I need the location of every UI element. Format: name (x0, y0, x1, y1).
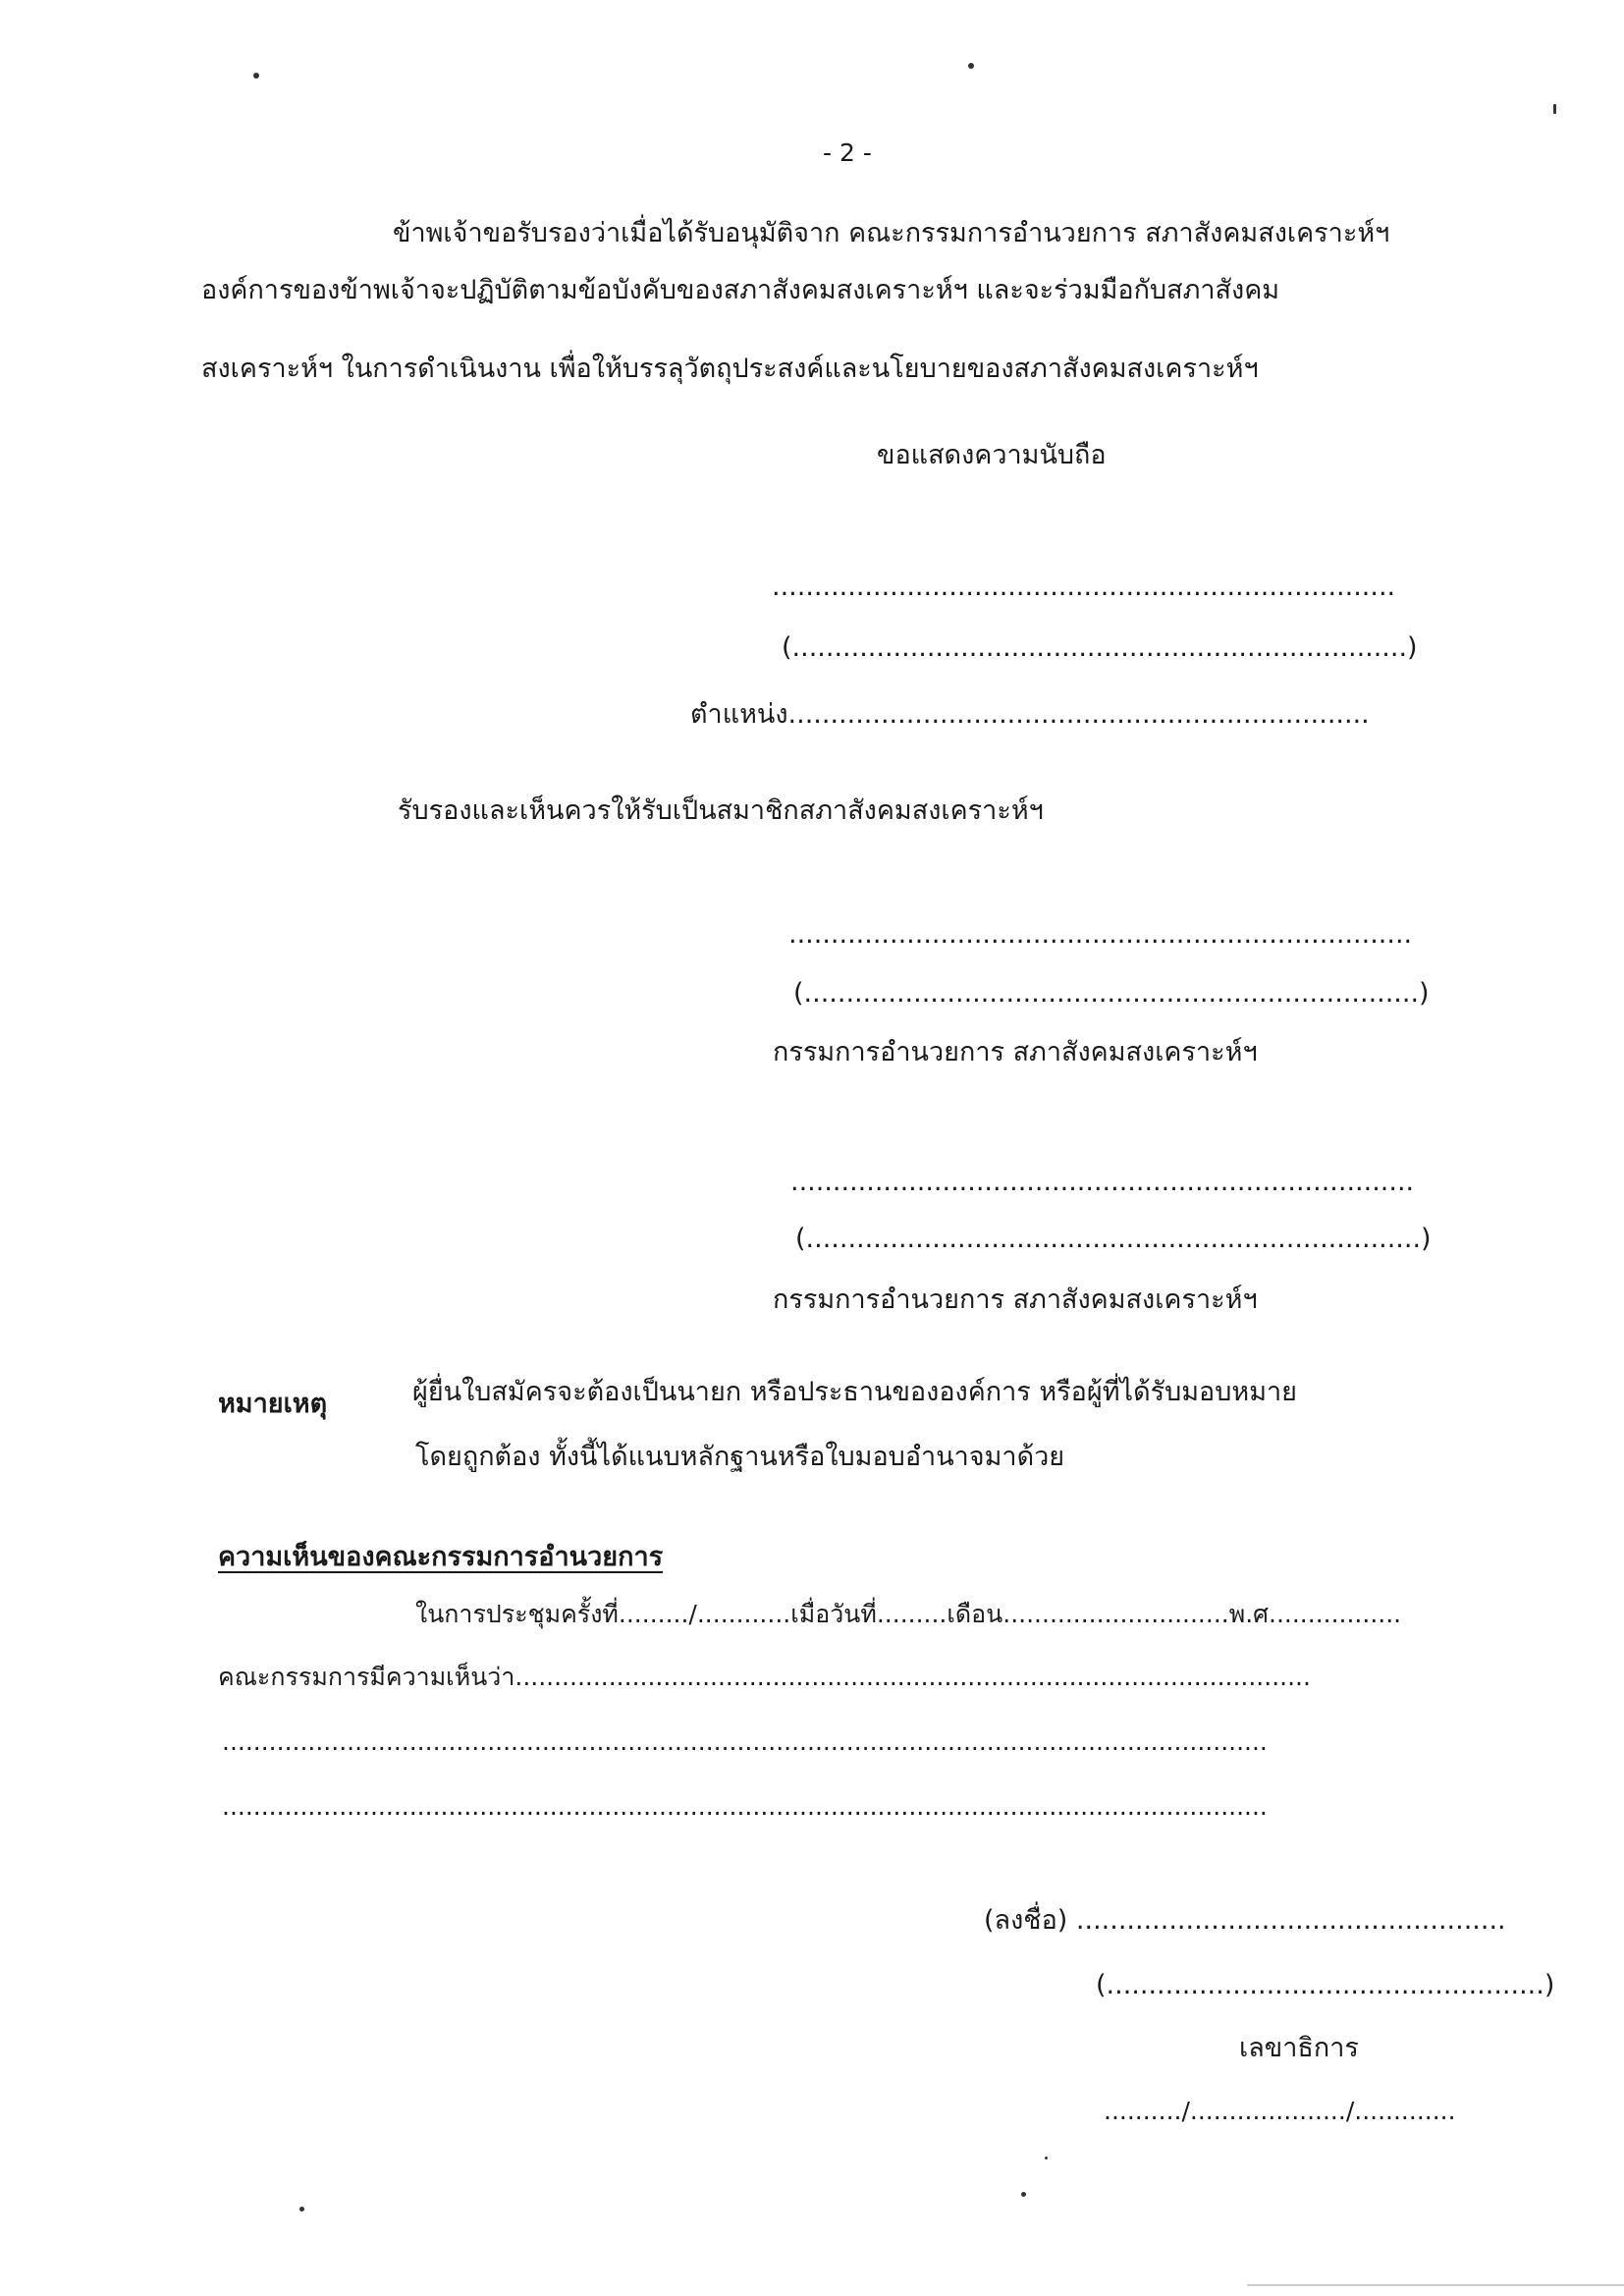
applicant-signature-line[interactable]: .......................................................................... (772, 572, 1396, 602)
endorsement-text: รับรองและเห็นควรให้รับเป็นสมาชิกสภาสังคมสงเคราะห์ฯ (398, 795, 1044, 826)
applicant-position-line[interactable]: ตำแหน่ง..................................................................... (690, 699, 1370, 730)
scan-speck (968, 63, 974, 69)
scan-speck (1021, 2192, 1026, 2197)
scan-speck (1045, 2157, 1048, 2159)
scan-speck (299, 2207, 304, 2212)
secretary-date-line[interactable]: ........../..................../............. (1104, 2097, 1456, 2125)
opinion-line[interactable]: คณะกรรมการมีความเห็นว่า...................................................................................................... (218, 1663, 1311, 1691)
committee-1-title: กรรมการอำนวยการ สภาสังคมสงเคราะห์ฯ (773, 1037, 1258, 1067)
certification-line-2: องค์การของข้าพเจ้าจะปฏิบัติตามข้อบังคับของสภาสังคมสงเคราะห์ฯ และจะร่วมมือกับสภาสังคม (201, 275, 1280, 305)
certification-line-3: สงเคราะห์ฯ ในการดำเนินงาน เพื่อให้บรรลุวัตถุประสงค์และนโยบายของสภาสังคมสงเคราะห์ฯ (201, 354, 1259, 384)
meeting-line[interactable]: ในการประชุมครั้งที่........./............เมื่อวันที่.........เดือน.............................พ.ศ................. (415, 1600, 1402, 1628)
committee-1-name-line[interactable]: (.........................................................................) (793, 978, 1430, 1009)
certification-line-1: ข้าพเจ้าขอรับรองว่าเมื่อได้รับอนุมัติจาก คณะกรรมการอำนวยการ สภาสังคมสงเคราะห์ฯ (393, 218, 1390, 248)
scan-speck (1553, 104, 1556, 114)
scan-speck (253, 73, 259, 79)
opinion-heading: ความเห็นของคณะกรรมการอำนวยการ (218, 1542, 664, 1572)
committee-2-signature-line[interactable]: .......................................................................... (790, 1167, 1415, 1197)
secretary-name-line[interactable]: (....................................................) (1096, 1970, 1555, 2000)
secretary-signature-line[interactable]: (ลงชื่อ) ................................................... (984, 1905, 1506, 1936)
note-line-1: ผู้ยื่นใบสมัครจะต้องเป็นนายก หรือประธานขององค์การ หรือผู้ที่ได้รับมอบหมาย (412, 1377, 1297, 1407)
scan-edge-line (1247, 2284, 1624, 2286)
applicant-name-line[interactable]: (.........................................................................) (782, 632, 1418, 663)
committee-2-name-line[interactable]: (.........................................................................) (795, 1224, 1432, 1254)
committee-1-signature-line[interactable]: .......................................................................... (788, 919, 1413, 950)
committee-2-title: กรรมการอำนวยการ สภาสังคมสงเคราะห์ฯ (773, 1285, 1258, 1315)
note-line-2: โดยถูกต้อง ทั้งนี้ได้แนบหลักฐานหรือใบมอบอำนาจมาด้วย (415, 1442, 1065, 1472)
note-label: หมายเหตุ (218, 1389, 328, 1419)
opinion-blank-line-2[interactable]: ...................................................................................................................................... (222, 1792, 1268, 1821)
closing-salutation: ขอแสดงความนับถือ (877, 440, 1107, 470)
secretary-title: เลขาธิการ (1239, 2033, 1359, 2063)
opinion-blank-line-1[interactable]: ...................................................................................................................................... (222, 1727, 1268, 1756)
page-number: - 2 - (823, 138, 872, 167)
